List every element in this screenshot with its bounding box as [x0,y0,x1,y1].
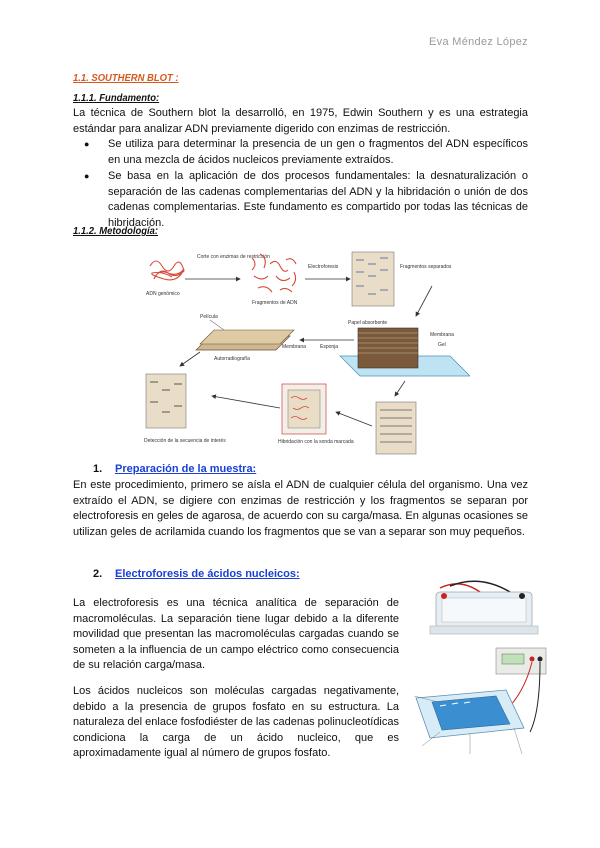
label-pelicula: Película [200,314,218,320]
step-2-number: 2. [93,568,103,580]
step-1-number: 1. [93,463,103,475]
genomic-dna-image [150,261,184,280]
label-membrana: Membrana [282,344,306,350]
fundamento-intro: La técnica de Southern blot la desarrolló, en 1975, Edwin Southern y es una estrategia estándar para analizar ADN previamente digerido con enzimas de restricción. [73,107,528,135]
step-1-title: Preparación de la muestra: [115,463,257,475]
label-autorradiografia: Autorradiografía [214,356,250,362]
label-fragmentos: Fragmentos de ADN [252,300,298,306]
label-fragmentos-separados: Fragmentos separados [400,264,452,270]
metodologia-title: 1.1.2. Metodología: [73,225,159,237]
step-1-text: En este procedimiento, primero se aísla el ADN de cualquier célula del organismo. Una vez extraído el ADN, se digiere con enzimas de restricción y los fragmentos se separan por electroforesis en geles de agarosa, de acuerdo con su carga/masa. En algunas ocasiones se utilizan geles de acrilamida cuando los fragmentos que se van a separar son muy pequeños. [73,479,528,538]
label-electroforesis: Electroforesis [308,264,339,270]
bullet-item: ● Se utiliza para determinar la presencia de un gen o fragmentos del ADN específicos en una mezcla de ácidos nucleicos previamente extraídos. [82,137,528,168]
electrophoresis-svg [410,578,550,768]
label-membrana-r: Membrana [430,332,454,338]
label-deteccion: Detección de la secuencia de interés [144,438,226,444]
electrophoresis-equipment-image [410,578,550,768]
step-1-heading [93,463,256,475]
fundamento-bullets [82,137,528,232]
label-hibridacion: Hibridación con la sonda marcada [278,439,354,445]
step-2-heading [93,568,300,580]
label-gel: Gel [438,342,446,348]
diagram-svg [140,246,470,456]
label-esponja: Esponja [320,344,339,350]
southern-blot-diagram [140,246,470,456]
step-2-paragraph-2: Los ácidos nucleicos son moléculas cargadas negativamente, debido a la presencia de grupos fosfato en su estructura. La naturaleza del enlace fosfodiéster de las cadenas polinucleotídicas condiciona la carga de un ácido nucleico, que es aproximadamente igual al número de grupos fosfato. [73,685,399,759]
fundamento-title: 1.1.1. Fundamento: [73,92,160,104]
author-name: Eva Méndez López [429,36,528,48]
bullet-item: ● Se basa en la aplicación de dos procesos fundamentales: la desnaturalización o separación de las cadenas complementarias del ADN y la hibridación o unión de dos cadenas complementarias. Este fundamento es compartido por todas las técnicas de hibridación. [82,169,528,231]
step-2-paragraph-1: La electroforesis es una técnica analítica de separación de macromoléculas. La separación tiene lugar debido a la diferente movilidad que presentan las macromoléculas cargadas cuando se someten a la influencia de un campo eléctrico como consecuencia de su relación carga/masa. [73,597,399,671]
label-adn-genomico: ADN genómico [146,291,180,297]
section-title: 1.1. SOUTHERN BLOT : [73,72,179,84]
label-papel: Papel absorbente [348,320,388,326]
label-corte: Corte con enzimas de restricción [197,254,270,260]
step-2-title: Electroforesis de ácidos nucleicos: [115,568,300,580]
